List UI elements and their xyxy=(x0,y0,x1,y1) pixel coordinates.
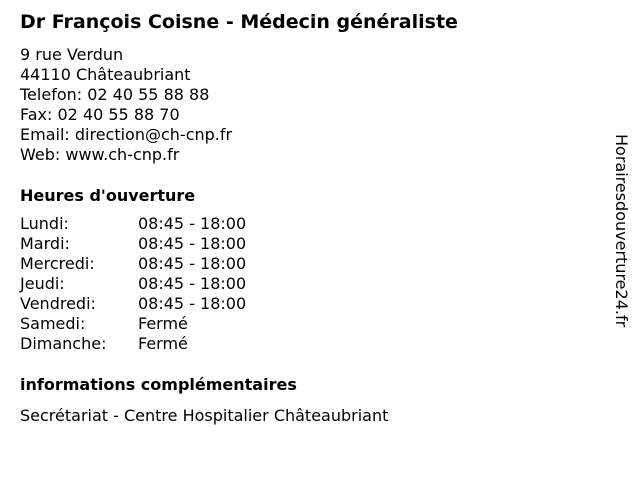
contact-block xyxy=(20,45,600,165)
day-label: Mardi: xyxy=(20,234,70,253)
extra-info-text: Secrétariat - Centre Hospitalier Châteaubriant xyxy=(20,406,389,425)
hours-row-saturday xyxy=(20,314,600,334)
day-label: Samedi: xyxy=(20,314,86,333)
day-label: Mercredi: xyxy=(20,254,95,273)
practice-card xyxy=(20,8,600,426)
fax-line: Fax: 02 40 55 88 70 xyxy=(20,105,180,124)
hours-value: 08:45 - 18:00 xyxy=(138,214,247,233)
hours-value: 08:45 - 18:00 xyxy=(138,234,247,253)
hours-row-wednesday xyxy=(20,254,600,274)
hours-table xyxy=(20,214,600,354)
phone-line: Telefon: 02 40 55 88 88 xyxy=(20,85,210,104)
hours-value: Fermé xyxy=(138,314,188,333)
email-line: Email: direction@ch-cnp.fr xyxy=(20,125,233,144)
day-label: Dimanche: xyxy=(20,334,107,353)
hours-value: Fermé xyxy=(138,334,188,353)
day-label: Jeudi: xyxy=(20,274,65,293)
hours-value: 08:45 - 18:00 xyxy=(138,274,247,293)
hours-value: 08:45 - 18:00 xyxy=(138,254,247,273)
hours-row-friday xyxy=(20,294,600,314)
hours-row-monday xyxy=(20,214,600,234)
hours-heading: Heures d'ouverture xyxy=(20,186,196,205)
hours-row-sunday xyxy=(20,334,600,354)
address-city: 44110 Châteaubriant xyxy=(20,65,191,84)
watermark-label: Horairesdouverture24.fr xyxy=(612,134,631,328)
day-label: Vendredi: xyxy=(20,294,96,313)
web-line: Web: www.ch-cnp.fr xyxy=(20,145,180,164)
hours-row-tuesday xyxy=(20,234,600,254)
extra-info-heading: informations complémentaires xyxy=(20,375,297,394)
hours-value: 08:45 - 18:00 xyxy=(138,294,247,313)
page-title: Dr François Coisne - Médecin généraliste xyxy=(20,11,458,33)
hours-row-thursday xyxy=(20,274,600,294)
address-street: 9 rue Verdun xyxy=(20,45,124,64)
day-label: Lundi: xyxy=(20,214,69,233)
